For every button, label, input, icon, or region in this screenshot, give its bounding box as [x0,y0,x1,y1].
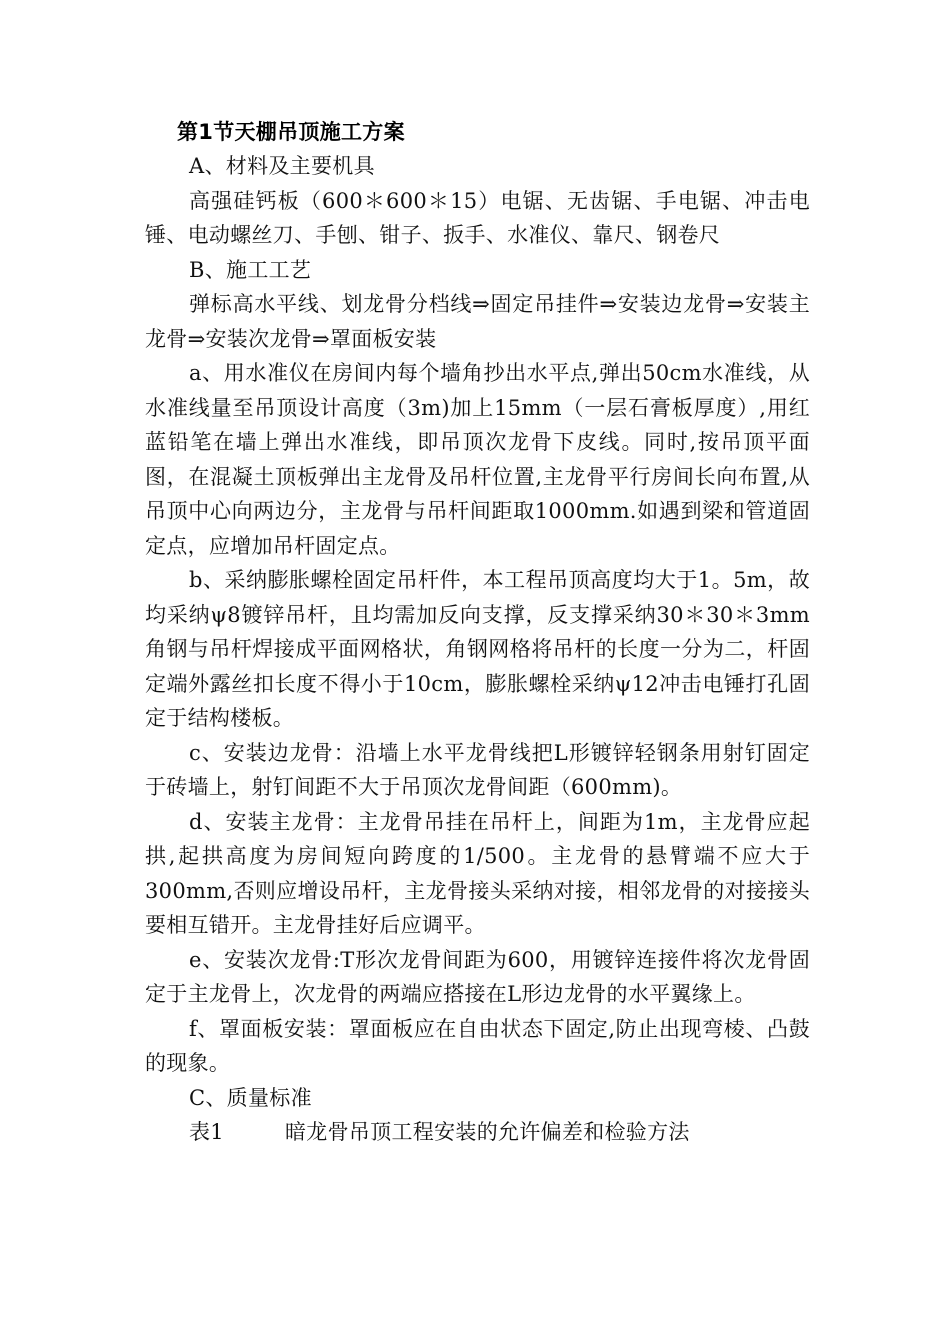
table-number: 表1 [189,1120,224,1144]
step-f-paragraph: f、罩面板安装：罩面板应在自由状态下固定,防止出现弯棱、凸鼓的现象。 [145,1016,810,1075]
document-body [145,115,810,1150]
materials-paragraph: 高强硅钙板（600＊600＊15）电锯、无齿锯、手电锯、冲击电锤、电动螺丝刀、手刨、钳子、扳手、水准仪、靠尺、钢卷尺 [145,188,810,247]
section-b-heading: B、施工工艺 [189,257,312,282]
step-d-paragraph: d、安装主龙骨：主龙骨吊挂在吊杆上，间距为1m，主龙骨应起拱,起拱高度为房间短向跨度的1/500。主龙骨的悬臂端不应大于300mm,否则应增设吊杆，主龙骨接头采纳对接，相邻龙骨的对接接头要相互错开。主龙骨挂好后应调平。 [145,809,810,937]
section-c-heading: C、质量标准 [189,1085,312,1110]
table-caption [145,1115,810,1150]
step-b-paragraph: b、采纳膨胀螺栓固定吊杆件，本工程吊顶高度均大于1。5m，故均采纳ψ8镀锌吊杆，且均需加反向支撑，反支撑采纳30＊30＊3mm角钢与吊杆焊接成平面网格状，角钢网格将吊杆的长度一分为二，杆固定端外露丝扣长度不得小于10cm，膨胀螺栓采纳ψ12冲击电锤打孔固定于结构楼板。 [145,568,810,730]
step-a-paragraph: a、用水准仪在房间内每个墙角抄出水平点,弹出50cm水准线，从水准线量至吊顶设计高度（3m)加上15mm（一层石膏板厚度）,用红蓝铅笔在墙上弹出水准线，即吊顶次龙骨下皮线。同时,按吊顶平面图，在混凝土顶板弹出主龙骨及吊杆位置,主龙骨平行房间长向布置,从吊顶中心向两边分，主龙骨与吊杆间距取1000mm.如遇到梁和管道固定点，应增加吊杆固定点。 [145,361,810,558]
process-flow-paragraph: 弹标高水平线、划龙骨分档线⇒固定吊挂件⇒安装边龙骨⇒安装主龙骨⇒安装次龙骨⇒罩面板安装 [145,292,810,351]
step-c-paragraph: c、安装边龙骨：沿墙上水平龙骨线把L形镀锌轻钢条用射钉固定于砖墙上，射钉间距不大于吊顶次龙骨间距（600mm)。 [145,740,810,799]
section-a-heading: A、材料及主要机具 [189,154,375,178]
step-e-paragraph: e、安装次龙骨:T形次龙骨间距为600，用镀锌连接件将次龙骨固定于主龙骨上，次龙骨的两端应搭接在L形边龙骨的水平翼缘上。 [145,947,810,1006]
table-caption-text: 暗龙骨吊顶工程安装的允许偏差和检验方法 [285,1120,690,1144]
section-title: 第1节天棚吊顶施工方案 [177,120,405,144]
